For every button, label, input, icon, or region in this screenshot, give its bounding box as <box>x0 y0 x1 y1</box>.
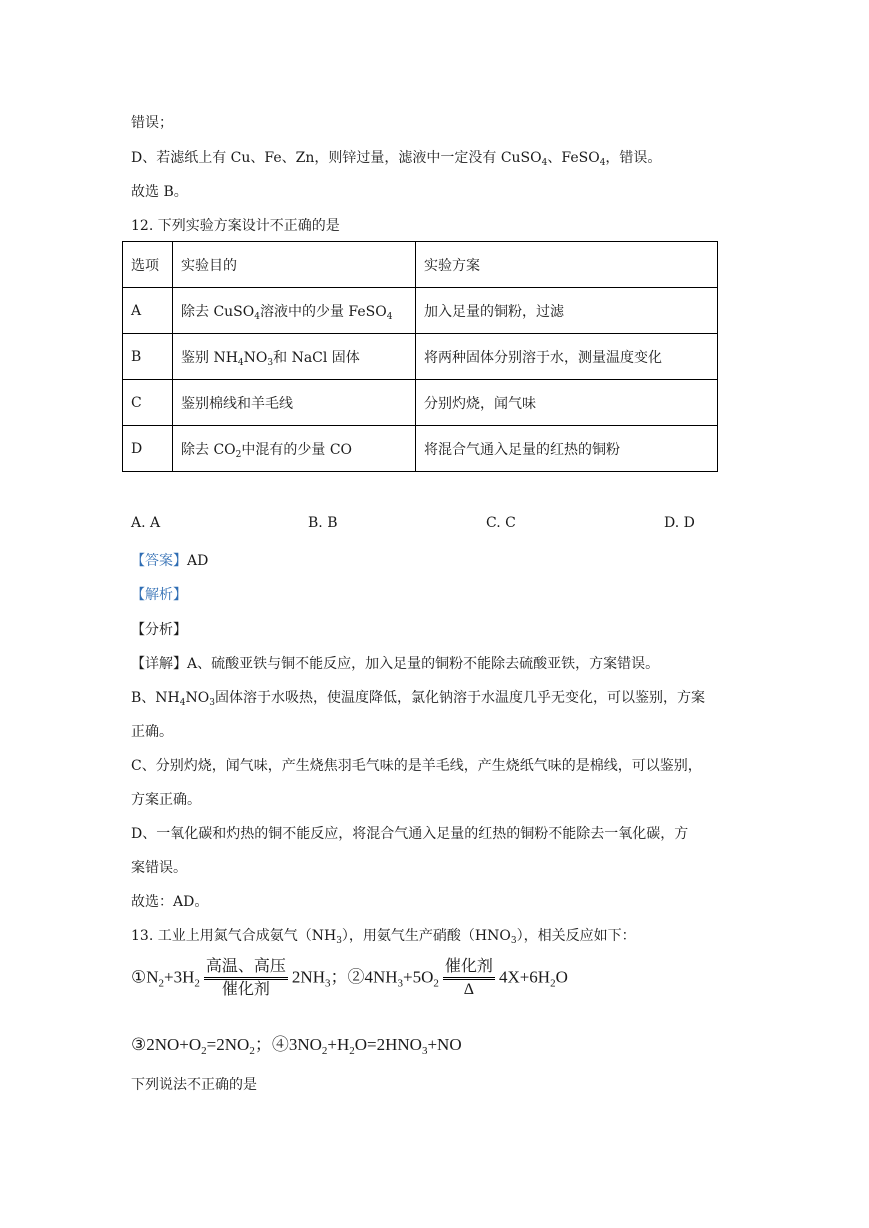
detail-label: 【详解】 <box>131 656 187 672</box>
reaction-condition: 催化剂 Δ <box>444 958 493 998</box>
detail-b: B、$NH_4NO_3$固体溶于水吸热，使温度降低，氯化钠溶于水温度几乎无变化，可以鉴别，方案 <box>131 690 705 708</box>
experiment-table <box>122 241 718 472</box>
table-cell: D <box>123 426 173 472</box>
detail-d: D、一氧化碳和灼热的铜不能反应，将混合气通入足量的红热的铜粉不能除去一氧化碳，方 <box>131 826 689 842</box>
detail-b-cont: 正确。 <box>131 724 173 740</box>
table-cell: 分别灼烧，闻气味 <box>416 380 718 426</box>
detail-text: A、硫酸亚铁与铜不能反应，加入足量的铜粉不能除去硫酸亚铁，方案错误。 <box>187 656 660 672</box>
choice-b: B. B <box>308 515 338 531</box>
analysis-label: 【解析】 <box>131 587 187 603</box>
question-13: 13. 工业上用氮气合成氨气$(NH_3)$，用氨气生产硝酸$(HNO_3)$，相关反应如下： <box>131 928 636 946</box>
table-header: 实验方案 <box>416 242 718 288</box>
answer-value: AD <box>187 553 209 569</box>
equation-3-4: $③2NO+O_2=2NO_2$；$④3NO_2+H_2O=2HNO_3+NO$ <box>131 1035 462 1057</box>
text-line: 故选 B。 <box>131 184 188 200</box>
equation-1-2: $①N_2+3H_2$ 高温、高压 催化剂 $2NH_3$；$②4NH_3+5O_2$ 催化剂 Δ $4X+6H_2O$ <box>131 958 568 998</box>
choice-c: C. C <box>486 515 516 531</box>
table-cell: 将混合气通入足量的红热的铜粉 <box>416 426 718 472</box>
table-row <box>123 426 718 472</box>
detail-c-cont: 方案正确。 <box>131 792 201 808</box>
table-cell: B <box>123 334 173 380</box>
answer-label: 【答案】 <box>131 553 187 569</box>
detail-d-cont: 案错误。 <box>131 860 187 876</box>
table-header: 实验目的 <box>173 242 416 288</box>
answer-line <box>131 550 208 570</box>
conclusion: 故选：AD。 <box>131 894 209 910</box>
table-cell: 将两种固体分别溶于水，测量温度变化 <box>416 334 718 380</box>
table-cell: C <box>123 380 173 426</box>
detail-a <box>131 653 659 673</box>
text-line: 错误； <box>131 115 173 131</box>
detail-c: C、分别灼烧，闻气味，产生烧焦羽毛气味的是羊毛线，产生烧纸气味的是棉线，可以鉴别， <box>131 758 702 774</box>
table-header: 选项 <box>123 242 173 288</box>
table-cell: 鉴别 $NH_4NO_3$和 NaCl 固体 <box>173 334 416 380</box>
table-cell: A <box>123 288 173 334</box>
table-cell: 除去 CuSO$_4$溶液中的少量 FeSO$_4$ <box>173 288 416 334</box>
table-row <box>123 288 718 334</box>
table-header-row <box>123 242 718 288</box>
choice-d: D. D <box>664 515 695 531</box>
table-row <box>123 380 718 426</box>
fenxi-label: 【分析】 <box>131 622 187 638</box>
reaction-condition: 高温、高压 催化剂 <box>205 958 286 998</box>
choice-a: A. A <box>131 515 161 531</box>
table-row <box>123 334 718 380</box>
table-cell: 加入足量的铜粉，过滤 <box>416 288 718 334</box>
table-cell: 除去 $CO_2$中混有的少量 CO <box>173 426 416 472</box>
question-12: 12. 下列实验方案设计不正确的是 <box>131 218 340 234</box>
detail-text: 固体溶于水吸热，使温度降低，氯化钠溶于水温度几乎无变化，可以鉴别，方案 <box>214 690 705 706</box>
text-line: D、若滤纸上有 Cu、Fe、Zn，则锌过量，滤液中一定没有 CuSO$_4$、FeSO$_4$，错误。 <box>131 150 662 168</box>
question-13-prompt: 下列说法不正确的是 <box>131 1077 257 1093</box>
table-cell: 鉴别棉线和羊毛线 <box>173 380 416 426</box>
